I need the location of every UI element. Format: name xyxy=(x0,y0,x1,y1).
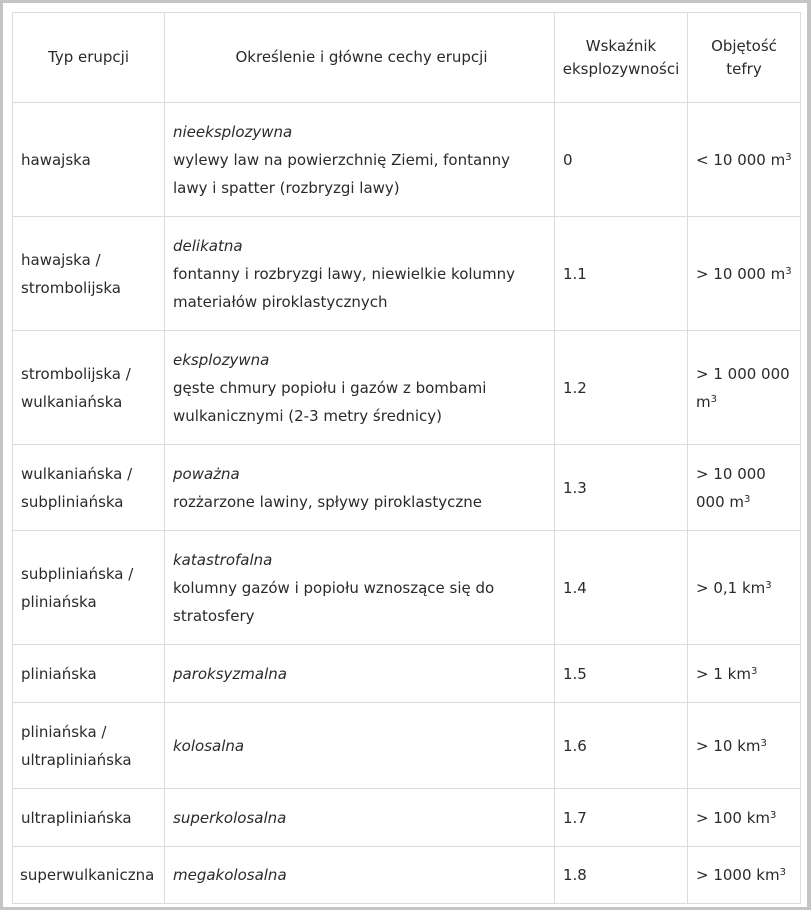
cell-type: hawajska / strombolijska xyxy=(13,217,165,331)
volume-value: > 1 000 000 m xyxy=(696,364,790,411)
table-row xyxy=(13,847,801,904)
eruption-name: poważna xyxy=(173,464,240,483)
table-row xyxy=(13,789,801,847)
header-description: Określenie i główne cechy erupcji xyxy=(165,13,555,103)
eruption-types-table xyxy=(12,12,801,904)
eruption-name: katastrofalna xyxy=(173,550,273,569)
cell-description xyxy=(165,645,555,703)
unit-exponent: 3 xyxy=(785,151,792,163)
eruption-name: nieeksplozywna xyxy=(173,122,293,141)
cell-volume xyxy=(688,331,801,445)
unit-exponent: 3 xyxy=(710,393,717,405)
eruption-detail: wylewy law na powierzchnię Ziemi, fontanny lawy i spatter (rozbryzgi lawy) xyxy=(173,150,511,197)
cell-type: wulkaniańska / subpliniańska xyxy=(13,445,165,531)
eruption-name: kolosalna xyxy=(173,736,245,755)
cell-index: 1.3 xyxy=(555,445,688,531)
volume-value: > 1 km xyxy=(696,664,751,683)
table-row xyxy=(13,217,801,331)
unit-exponent: 3 xyxy=(785,265,792,277)
header-volume: Objętość tefry xyxy=(688,13,801,103)
cell-volume xyxy=(688,789,801,847)
cell-type: hawajska xyxy=(13,103,165,217)
unit-exponent: 3 xyxy=(770,809,777,821)
cell-type: pliniańska / ultrapliniańska xyxy=(13,703,165,789)
table-row xyxy=(13,531,801,645)
eruption-name: superkolosalna xyxy=(173,808,287,827)
cell-description xyxy=(165,847,555,904)
unit-exponent: 3 xyxy=(744,493,751,505)
cell-description xyxy=(165,703,555,789)
volume-value: > 100 km xyxy=(696,808,771,827)
volume-value: > 0,1 km xyxy=(696,578,766,597)
cell-volume xyxy=(688,703,801,789)
cell-volume xyxy=(688,103,801,217)
unit-exponent: 3 xyxy=(750,665,758,677)
volume-value: > 1000 km xyxy=(696,866,780,884)
cell-volume xyxy=(688,445,801,531)
cell-volume xyxy=(688,645,801,703)
table-row xyxy=(13,445,801,531)
eruption-detail: kolumny gazów i popiołu wznoszące się do stratosfery xyxy=(173,578,495,625)
volume-value: < 10 000 m xyxy=(696,150,786,169)
cell-type: superwulkaniczna xyxy=(13,847,165,904)
cell-description xyxy=(165,789,555,847)
cell-type: pliniańska xyxy=(13,645,165,703)
cell-index: 1.1 xyxy=(555,217,688,331)
cell-index: 1.2 xyxy=(555,331,688,445)
cell-description xyxy=(165,331,555,445)
cell-volume xyxy=(688,847,801,904)
cell-index: 1.4 xyxy=(555,531,688,645)
eruption-detail: fontanny i rozbryzgi lawy, niewielkie kolumny materiałów piroklastycznych xyxy=(173,264,516,311)
cell-index: 0 xyxy=(555,103,688,217)
header-row xyxy=(13,13,801,103)
table-row xyxy=(13,645,801,703)
header-index: Wskaźnik eksplozywności xyxy=(555,13,688,103)
eruption-name: delikatna xyxy=(173,236,243,255)
unit-exponent: 3 xyxy=(779,867,786,878)
cell-index: 1.8 xyxy=(555,847,688,904)
cell-index: 1.6 xyxy=(555,703,688,789)
table-row xyxy=(13,103,801,217)
volume-value: > 10 000 m xyxy=(696,264,786,283)
cell-volume xyxy=(688,217,801,331)
volume-value: > 10 000 000 m xyxy=(696,464,766,511)
unit-exponent: 3 xyxy=(760,737,767,749)
cell-volume xyxy=(688,531,801,645)
cell-type: subpliniańska / pliniańska xyxy=(13,531,165,645)
cell-description xyxy=(165,445,555,531)
eruption-detail: gęste chmury popiołu i gazów z bombami wulkanicznymi (2-3 metry średnicy) xyxy=(173,378,487,425)
cell-index: 1.7 xyxy=(555,789,688,847)
eruption-name: eksplozywna xyxy=(173,350,270,369)
eruption-detail: rozżarzone lawiny, spływy piroklastyczne xyxy=(173,492,482,511)
eruption-name: megakolosalna xyxy=(173,866,287,884)
header-type: Typ erupcji xyxy=(13,13,165,103)
cell-type: ultrapliniańska xyxy=(13,789,165,847)
table-row xyxy=(13,703,801,789)
cell-description xyxy=(165,531,555,645)
volume-value: > 10 km xyxy=(696,736,761,755)
eruption-name: paroksyzmalna xyxy=(173,664,287,683)
cell-type: strombolijska / wulkaniańska xyxy=(13,331,165,445)
cell-index: 1.5 xyxy=(555,645,688,703)
cell-description xyxy=(165,217,555,331)
cell-description xyxy=(165,103,555,217)
unit-exponent: 3 xyxy=(765,579,772,591)
table-row xyxy=(13,331,801,445)
